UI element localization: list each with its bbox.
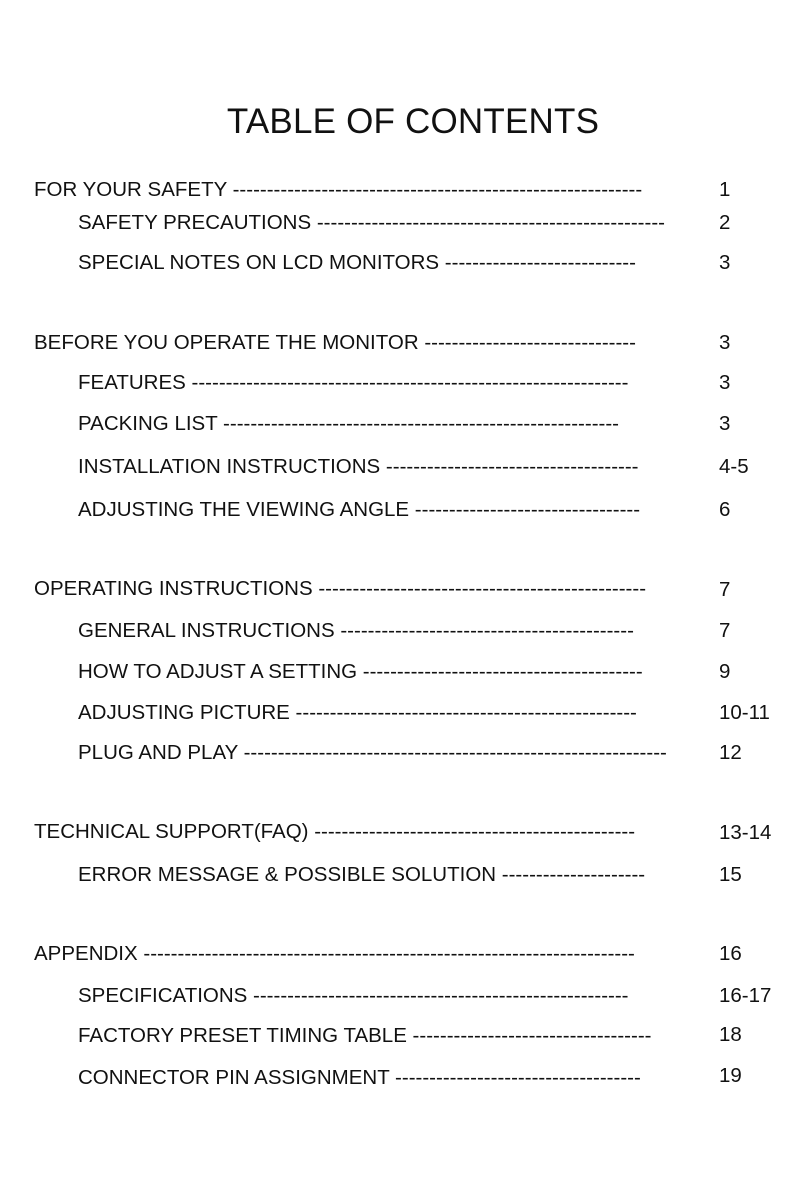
toc-page-number: 9 [719,660,731,683]
toc-page-number: 3 [719,331,731,354]
toc-entry[interactable]: SPECIFICATIONS ------------------------------------------------------- [78,984,629,1007]
page-title: TABLE OF CONTENTS [226,102,600,141]
toc-heading[interactable]: OPERATING INSTRUCTIONS ------------------------------------------------ [34,577,647,600]
toc-entry[interactable]: SPECIAL NOTES ON LCD MONITORS ---------------------------- [78,251,636,274]
toc-entry[interactable]: ADJUSTING PICTURE -------------------------------------------------- [78,701,637,724]
toc-entry[interactable]: GENERAL INSTRUCTIONS ------------------------------------------- [78,619,634,642]
toc-page-number: 7 [719,578,731,601]
toc-entry[interactable]: PLUG AND PLAY -------------------------------------------------------------- [78,741,667,764]
toc-page-number: 7 [719,619,731,642]
toc-heading[interactable]: FOR YOUR SAFETY ------------------------------------------------------------ [34,178,643,201]
toc-entry[interactable]: ERROR MESSAGE & POSSIBLE SOLUTION --------------------- [78,863,646,886]
toc-heading[interactable]: APPENDIX ------------------------------------------------------------------------ [34,942,635,965]
toc-page-number: 2 [719,211,731,234]
toc-page-number: 19 [719,1064,742,1087]
toc-entry[interactable]: SAFETY PRECAUTIONS --------------------------------------------------- [78,211,665,234]
toc-entry[interactable]: HOW TO ADJUST A SETTING ----------------------------------------- [78,660,643,683]
toc-page-number: 16-17 [719,984,772,1007]
toc-entry[interactable]: ADJUSTING THE VIEWING ANGLE --------------------------------- [78,498,641,521]
toc-page-number: 3 [719,371,731,394]
toc-entry[interactable]: FEATURES ---------------------------------------------------------------- [78,371,629,394]
toc-page-number: 3 [719,412,731,435]
toc-page-number: 1 [719,178,731,201]
toc-page-number: 12 [719,741,742,764]
toc-heading[interactable]: TECHNICAL SUPPORT(FAQ) ----------------------------------------------- [34,820,636,843]
toc-page-number: 15 [719,863,742,886]
toc-page-number: 16 [719,942,742,965]
toc-page-number: 3 [719,251,731,274]
toc-heading[interactable]: BEFORE YOU OPERATE THE MONITOR ------------------------------- [34,331,636,354]
toc-page-number: 4-5 [719,455,749,478]
toc-page-number: 18 [719,1023,742,1046]
toc-entry[interactable]: CONNECTOR PIN ASSIGNMENT ------------------------------------ [78,1066,641,1089]
toc-page-number: 6 [719,498,731,521]
toc-page-number: 13-14 [719,821,772,844]
toc-entry[interactable]: FACTORY PRESET TIMING TABLE ----------------------------------- [78,1024,652,1047]
toc-entry[interactable]: PACKING LIST ---------------------------------------------------------- [78,412,620,435]
toc-entry[interactable]: INSTALLATION INSTRUCTIONS ------------------------------------- [78,455,639,478]
toc-page-number: 10-11 [719,701,770,724]
